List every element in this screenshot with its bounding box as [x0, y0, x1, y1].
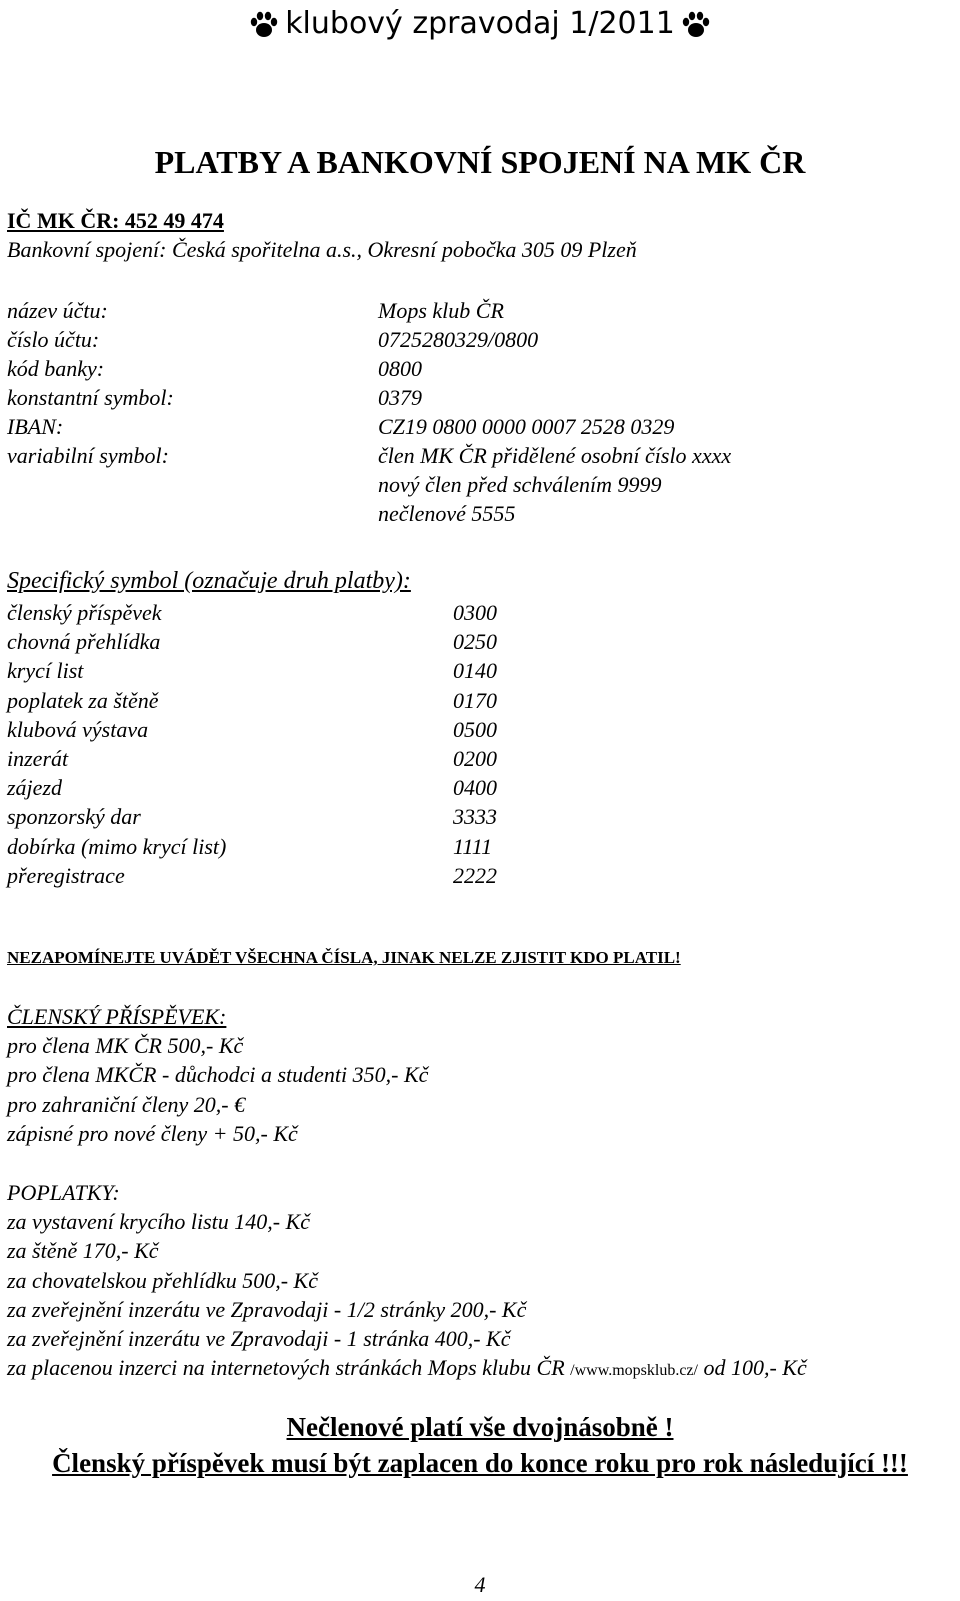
- list-item: [0, 686, 960, 715]
- payment-type: poplatek za štěně: [7, 687, 159, 713]
- page-title: PLATBY A BANKOVNÍ SPOJENÍ NA MK ČR: [154, 144, 806, 180]
- payment-type: dobírka (mimo krycí list): [7, 833, 227, 859]
- payment-type: inzerát: [7, 745, 69, 771]
- specific-symbol-heading: Specifický symbol (označuje druh platby):: [7, 568, 411, 594]
- payment-code: 0140: [453, 658, 497, 684]
- list-item: [0, 656, 960, 685]
- fees-heading: ČLENSKÝ PŘÍSPĚVEK:: [7, 1004, 227, 1029]
- charge-line: za zveřejnění inzerátu ve Zpravodaji - 1/2 stránky 200,- Kč: [7, 1296, 527, 1322]
- payment-code: 0300: [453, 600, 497, 625]
- account-details: [0, 296, 960, 528]
- bank-connection: Bankovní spojení: Česká spořitelna a.s., Okresní pobočka 305 09 Plzeň: [7, 237, 637, 262]
- payment-code: 2222: [453, 862, 497, 888]
- account-row: [0, 470, 960, 499]
- account-label: IBAN:: [7, 414, 64, 439]
- fee-line: pro člena MKČR - důchodci a studenti 350,- Kč: [7, 1062, 429, 1088]
- charge-line: za chovatelskou přehlídku 500,- Kč: [7, 1267, 318, 1293]
- account-value: nečlenové 5555: [378, 501, 516, 526]
- account-label: kód banky:: [7, 356, 105, 381]
- newsletter-title: klubový zpravodaj 1/2011: [285, 6, 675, 41]
- list-item: [0, 802, 960, 831]
- list-item: [0, 627, 960, 656]
- account-label: variabilní symbol:: [7, 443, 169, 468]
- list-item: [0, 773, 960, 802]
- account-value: Mops klub ČR: [378, 298, 504, 323]
- list-item: [0, 598, 960, 627]
- charges-heading: POPLATKY:: [7, 1180, 120, 1205]
- payment-type: krycí list: [7, 658, 84, 684]
- list-item: [0, 715, 960, 744]
- account-label: číslo účtu:: [7, 327, 100, 352]
- charge-line: za zveřejnění inzerátu ve Zpravodaji - 1 stránka 400,- Kč: [7, 1325, 511, 1351]
- deadline-note: Členský příspěvek musí být zaplacen do konce roku pro rok následující !!!: [52, 1448, 908, 1478]
- charge-text: za placenou inzerci na internetových stránkách Mops klubu ČR: [7, 1355, 571, 1381]
- account-row: [0, 296, 960, 325]
- company-id: IČ MK ČR: 452 49 474: [7, 208, 224, 233]
- account-value: 0800: [378, 356, 422, 381]
- specific-symbol-list: [0, 598, 960, 890]
- payment-type: zájezd: [7, 775, 62, 801]
- account-row: [0, 354, 960, 383]
- payment-type: sponzorský dar: [7, 804, 141, 830]
- charge-price: od 100,- Kč: [697, 1355, 807, 1381]
- account-label: název účtu:: [7, 298, 108, 323]
- page-header: [0, 2, 960, 46]
- list-item: [0, 861, 960, 890]
- payment-code: 0400: [453, 775, 497, 801]
- fee-line: pro zahraniční členy 20,- €: [7, 1091, 246, 1117]
- paw-print-icon: [249, 11, 279, 39]
- payment-code: 0250: [453, 629, 497, 655]
- account-row: [0, 499, 960, 528]
- account-row: [0, 441, 960, 470]
- payment-code: 0200: [453, 745, 497, 771]
- payment-type: členský příspěvek: [7, 600, 162, 625]
- account-value: 0379: [378, 385, 422, 410]
- account-value: nový člen před schválením 9999: [378, 472, 662, 497]
- list-item: [0, 744, 960, 773]
- paw-print-icon: [681, 11, 711, 39]
- fee-line: pro člena MK ČR 500,- Kč: [7, 1033, 244, 1059]
- charges: [7, 1178, 807, 1382]
- account-label: konstantní symbol:: [7, 385, 174, 410]
- fee-line: zápisné pro nové členy + 50,- Kč: [7, 1120, 298, 1146]
- membership-fees: [7, 1002, 428, 1148]
- payment-code: 0500: [453, 716, 497, 742]
- charge-line: za vystavení krycího listu 140,- Kč: [7, 1209, 311, 1235]
- payment-type: chovná přehlídka: [7, 629, 161, 655]
- account-value: 0725280329/0800: [378, 327, 539, 352]
- warning-note: NEZAPOMÍNEJTE UVÁDĚT VŠECHNA ČÍSLA, JINAK NELZE ZJISTIT KDO PLATIL!: [7, 948, 681, 967]
- charge-line: [7, 1353, 807, 1382]
- website-link[interactable]: /www.mopsklub.cz/: [570, 1362, 698, 1380]
- account-value: člen MK ČR přidělené osobní číslo xxxx: [378, 443, 732, 468]
- payment-code: 3333: [453, 804, 497, 830]
- account-row: [0, 325, 960, 354]
- charge-line: za štěně 170,- Kč: [7, 1238, 159, 1264]
- account-row: [0, 412, 960, 441]
- non-member-note: Nečlenové platí vše dvojnásobně !: [286, 1412, 674, 1442]
- payment-type: klubová výstava: [7, 716, 149, 742]
- page-number: 4: [474, 1572, 486, 1597]
- account-value: CZ19 0800 0000 0007 2528 0329: [378, 414, 675, 439]
- list-item: [0, 832, 960, 861]
- account-row: [0, 383, 960, 412]
- payment-code: 1111: [453, 833, 493, 859]
- payment-code: 0170: [453, 687, 497, 713]
- payment-type: přeregistrace: [7, 862, 125, 888]
